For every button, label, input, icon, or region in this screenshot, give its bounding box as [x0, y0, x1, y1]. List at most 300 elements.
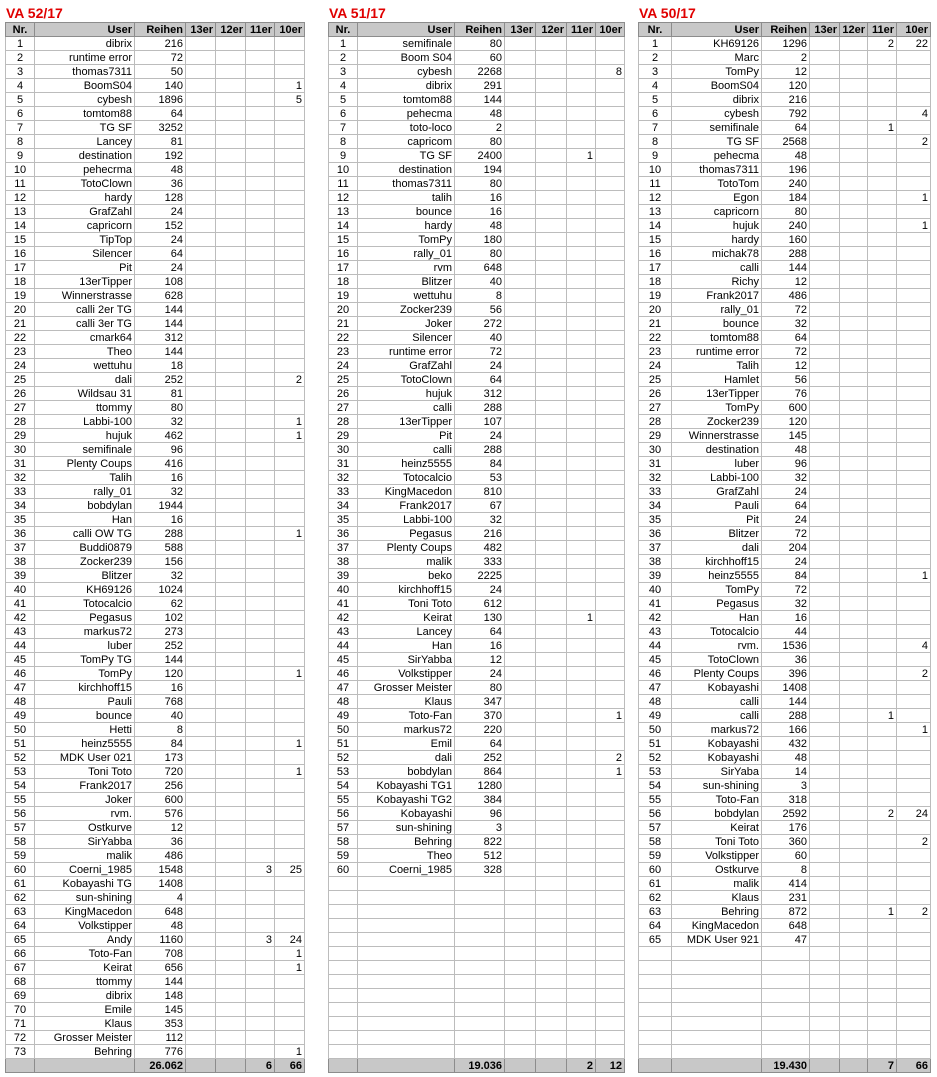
- hits-13er: [505, 457, 536, 471]
- column-header-reihen: Reihen: [135, 23, 186, 37]
- table-row: [6, 639, 305, 653]
- hits-11er: [567, 863, 596, 877]
- user-name: Totocalcio: [358, 471, 455, 485]
- rows-count: 144: [762, 261, 810, 275]
- hits-10er: [596, 331, 625, 345]
- hits-13er: [505, 415, 536, 429]
- rows-count: 432: [762, 737, 810, 751]
- row-number: 29: [639, 429, 672, 443]
- hits-11er: [868, 303, 897, 317]
- hits-11er: [868, 261, 897, 275]
- row-number: 53: [329, 765, 358, 779]
- hits-10er: [596, 205, 625, 219]
- rows-count: 32: [135, 415, 186, 429]
- row-number: 41: [639, 597, 672, 611]
- hits-13er: [810, 149, 840, 163]
- hits-13er: [186, 415, 216, 429]
- table-row: [6, 989, 305, 1003]
- row-number: 20: [6, 303, 35, 317]
- hits-13er: [505, 93, 536, 107]
- rows-count: 192: [135, 149, 186, 163]
- hits-12er: [536, 345, 567, 359]
- table-row: [6, 527, 305, 541]
- hits-12er: [536, 191, 567, 205]
- hits-11er: [567, 695, 596, 709]
- hits-12er: [840, 1031, 868, 1045]
- hits-11er: [567, 947, 596, 961]
- rows-count: 628: [135, 289, 186, 303]
- rows-count: 76: [762, 387, 810, 401]
- rows-count: 231: [762, 891, 810, 905]
- hits-10er: [897, 149, 931, 163]
- rows-count: 166: [762, 723, 810, 737]
- hits-11er: [246, 639, 275, 653]
- hits-10er: [596, 961, 625, 975]
- hits-13er: [810, 793, 840, 807]
- row-number: 3: [329, 65, 358, 79]
- rows-count: [455, 975, 505, 989]
- hits-10er: [897, 1031, 931, 1045]
- hits-12er: [216, 429, 246, 443]
- hits-10er: [897, 513, 931, 527]
- user-name: TotoClown: [35, 177, 135, 191]
- total-13er: [505, 1059, 536, 1073]
- user-name: thomas7311: [672, 163, 762, 177]
- user-name: Ostkurve: [35, 821, 135, 835]
- hits-11er: [868, 247, 897, 261]
- hits-13er: [186, 807, 216, 821]
- hits-12er: [216, 163, 246, 177]
- hits-12er: [536, 751, 567, 765]
- hits-11er: [567, 793, 596, 807]
- table-row: [6, 793, 305, 807]
- rows-count: 776: [135, 1045, 186, 1059]
- hits-11er: [246, 947, 275, 961]
- row-number: 49: [6, 709, 35, 723]
- rows-count: 64: [762, 331, 810, 345]
- user-name: GrafZahl: [358, 359, 455, 373]
- hits-11er: [868, 989, 897, 1003]
- total-nr: [639, 1059, 672, 1073]
- table-row: [639, 947, 931, 961]
- total-user: [672, 1059, 762, 1073]
- hits-11er: [868, 639, 897, 653]
- user-name: sun-shining: [672, 779, 762, 793]
- hits-13er: [505, 79, 536, 93]
- table-row: [329, 709, 625, 723]
- row-number: [329, 905, 358, 919]
- hits-10er: 5: [275, 93, 305, 107]
- hits-12er: [536, 597, 567, 611]
- hits-13er: [505, 471, 536, 485]
- table-row: [329, 793, 625, 807]
- table-row: [639, 793, 931, 807]
- user-name: Talih: [35, 471, 135, 485]
- rows-count: 486: [762, 289, 810, 303]
- rows-count: 176: [762, 821, 810, 835]
- row-number: 4: [329, 79, 358, 93]
- hits-11er: [868, 695, 897, 709]
- hits-12er: [536, 639, 567, 653]
- row-number: [329, 933, 358, 947]
- hits-12er: [536, 163, 567, 177]
- hits-10er: [275, 303, 305, 317]
- row-number: 33: [639, 485, 672, 499]
- row-number: [639, 1031, 672, 1045]
- rows-count: 482: [455, 541, 505, 555]
- row-number: 44: [329, 639, 358, 653]
- row-number: 54: [6, 779, 35, 793]
- table-row: [639, 289, 931, 303]
- hits-13er: [505, 233, 536, 247]
- hits-10er: [897, 289, 931, 303]
- row-number: 30: [6, 443, 35, 457]
- table-row: [329, 121, 625, 135]
- rows-count: 576: [135, 807, 186, 821]
- hits-13er: [505, 191, 536, 205]
- row-number: 26: [6, 387, 35, 401]
- rows-count: [455, 947, 505, 961]
- table-row: [6, 723, 305, 737]
- hits-13er: [810, 457, 840, 471]
- hits-12er: [536, 933, 567, 947]
- rows-count: 24: [135, 205, 186, 219]
- hits-10er: [275, 723, 305, 737]
- hits-11er: [868, 107, 897, 121]
- hits-12er: [216, 303, 246, 317]
- hits-13er: [505, 289, 536, 303]
- user-name: malik: [35, 849, 135, 863]
- table-row: [329, 639, 625, 653]
- row-number: 1: [329, 37, 358, 51]
- hits-11er: [246, 975, 275, 989]
- rows-count: 56: [762, 373, 810, 387]
- hits-10er: [596, 905, 625, 919]
- row-number: 59: [329, 849, 358, 863]
- user-name: SirYabba: [358, 653, 455, 667]
- hits-10er: [596, 107, 625, 121]
- row-number: 22: [6, 331, 35, 345]
- hits-11er: [567, 527, 596, 541]
- user-name: bobdylan: [35, 499, 135, 513]
- user-name: Han: [358, 639, 455, 653]
- hits-13er: [186, 387, 216, 401]
- column-header-nr: Nr.: [639, 23, 672, 37]
- hits-11er: [567, 345, 596, 359]
- table-row: [6, 303, 305, 317]
- hits-11er: [868, 219, 897, 233]
- hits-10er: [275, 359, 305, 373]
- hits-10er: [596, 947, 625, 961]
- table-row: [639, 233, 931, 247]
- hits-10er: [275, 541, 305, 555]
- hits-10er: [275, 751, 305, 765]
- hits-13er: [186, 989, 216, 1003]
- hits-10er: [897, 331, 931, 345]
- table-row: [329, 303, 625, 317]
- hits-11er: [567, 751, 596, 765]
- hits-10er: 24: [275, 933, 305, 947]
- hits-10er: [897, 681, 931, 695]
- user-name: Kobayashi: [672, 737, 762, 751]
- hits-10er: [275, 989, 305, 1003]
- hits-12er: [216, 821, 246, 835]
- user-name: bounce: [672, 317, 762, 331]
- hits-13er: [186, 51, 216, 65]
- user-name: Silencer: [358, 331, 455, 345]
- hits-13er: [810, 429, 840, 443]
- table-row: [639, 65, 931, 79]
- hits-11er: [567, 51, 596, 65]
- results-table: [328, 22, 625, 1073]
- rows-count: 600: [135, 793, 186, 807]
- table-row: [6, 499, 305, 513]
- table-row: [329, 191, 625, 205]
- row-number: 58: [6, 835, 35, 849]
- row-number: 62: [6, 891, 35, 905]
- hits-12er: [216, 205, 246, 219]
- hits-11er: [868, 331, 897, 345]
- table-row: [6, 611, 305, 625]
- hits-12er: [840, 835, 868, 849]
- hits-12er: [216, 555, 246, 569]
- hits-13er: [505, 807, 536, 821]
- rows-count: [762, 1031, 810, 1045]
- rows-count: 156: [135, 555, 186, 569]
- hits-13er: [810, 51, 840, 65]
- rows-count: 36: [135, 835, 186, 849]
- user-name: Lancey: [358, 625, 455, 639]
- rows-count: 72: [762, 583, 810, 597]
- hits-12er: [216, 359, 246, 373]
- rows-count: 288: [762, 247, 810, 261]
- hits-13er: [810, 359, 840, 373]
- hits-13er: [186, 177, 216, 191]
- row-number: 15: [639, 233, 672, 247]
- row-number: 49: [329, 709, 358, 723]
- user-name: markus72: [35, 625, 135, 639]
- hits-11er: [868, 429, 897, 443]
- row-number: 1: [6, 37, 35, 51]
- hits-12er: [536, 233, 567, 247]
- hits-12er: [216, 79, 246, 93]
- hits-12er: [536, 107, 567, 121]
- hits-11er: [567, 1031, 596, 1045]
- hits-10er: [275, 177, 305, 191]
- user-name: sun-shining: [35, 891, 135, 905]
- rows-count: 107: [455, 415, 505, 429]
- hits-10er: [596, 779, 625, 793]
- hits-12er: [536, 793, 567, 807]
- hits-12er: [536, 807, 567, 821]
- user-name: semifinale: [35, 443, 135, 457]
- hits-12er: [216, 569, 246, 583]
- user-name: Blitzer: [672, 527, 762, 541]
- table-row: [6, 541, 305, 555]
- rows-count: 80: [455, 177, 505, 191]
- hits-12er: [840, 555, 868, 569]
- table-row: [329, 373, 625, 387]
- row-number: 30: [639, 443, 672, 457]
- hits-10er: [897, 625, 931, 639]
- hits-11er: [868, 555, 897, 569]
- row-number: 37: [6, 541, 35, 555]
- hits-13er: [186, 933, 216, 947]
- user-name: cybesh: [358, 65, 455, 79]
- user-name: rally_01: [35, 485, 135, 499]
- rows-count: 32: [455, 513, 505, 527]
- rows-count: 1536: [762, 639, 810, 653]
- hits-11er: [246, 807, 275, 821]
- user-name: toto-loco: [358, 121, 455, 135]
- rows-count: 3: [455, 821, 505, 835]
- hits-13er: [505, 583, 536, 597]
- user-name: Frank2017: [35, 779, 135, 793]
- rows-count: 486: [135, 849, 186, 863]
- hits-10er: [897, 541, 931, 555]
- hits-11er: [567, 485, 596, 499]
- row-number: [329, 1031, 358, 1045]
- rows-count: 24: [455, 359, 505, 373]
- user-name: Pit: [358, 429, 455, 443]
- row-number: 62: [639, 891, 672, 905]
- row-number: 43: [639, 625, 672, 639]
- row-number: 64: [639, 919, 672, 933]
- hits-12er: [536, 513, 567, 527]
- table-row: [329, 233, 625, 247]
- hits-11er: [567, 37, 596, 51]
- row-number: [329, 975, 358, 989]
- rows-count: 1548: [135, 863, 186, 877]
- row-number: [329, 891, 358, 905]
- hits-12er: [216, 233, 246, 247]
- hits-12er: [536, 37, 567, 51]
- hits-11er: [868, 135, 897, 149]
- hits-13er: [186, 653, 216, 667]
- total-10er: 66: [897, 1059, 931, 1073]
- user-name: dibrix: [672, 93, 762, 107]
- hits-10er: [897, 821, 931, 835]
- user-name: rvm.: [672, 639, 762, 653]
- hits-13er: [810, 233, 840, 247]
- hits-13er: [505, 1017, 536, 1031]
- hits-11er: [246, 331, 275, 345]
- row-number: 56: [329, 807, 358, 821]
- hits-12er: [536, 1031, 567, 1045]
- table-row: [329, 149, 625, 163]
- hits-11er: [567, 289, 596, 303]
- table-row: [639, 975, 931, 989]
- hits-11er: 1: [567, 611, 596, 625]
- row-number: 20: [329, 303, 358, 317]
- hits-10er: 1: [897, 219, 931, 233]
- hits-10er: [596, 541, 625, 555]
- hits-13er: [810, 1017, 840, 1031]
- hits-12er: [840, 793, 868, 807]
- hits-12er: [840, 471, 868, 485]
- hits-11er: [567, 457, 596, 471]
- hits-13er: [810, 611, 840, 625]
- hits-12er: [216, 989, 246, 1003]
- hits-13er: [505, 877, 536, 891]
- rows-count: 8: [135, 723, 186, 737]
- hits-12er: [840, 821, 868, 835]
- row-number: 65: [6, 933, 35, 947]
- hits-11er: [567, 79, 596, 93]
- table-row: [639, 919, 931, 933]
- user-name: runtime error: [672, 345, 762, 359]
- user-name: Winnerstrasse: [672, 429, 762, 443]
- hits-11er: [567, 205, 596, 219]
- rows-count: 24: [455, 667, 505, 681]
- rows-count: 612: [455, 597, 505, 611]
- hits-10er: [596, 303, 625, 317]
- hits-12er: [840, 639, 868, 653]
- hits-10er: [596, 807, 625, 821]
- hits-11er: [246, 779, 275, 793]
- hits-10er: [897, 919, 931, 933]
- hits-13er: [810, 1045, 840, 1059]
- rows-count: 1024: [135, 583, 186, 597]
- table-row: [6, 961, 305, 975]
- hits-13er: [810, 401, 840, 415]
- rows-count: 64: [135, 247, 186, 261]
- table-row: [639, 639, 931, 653]
- row-number: 18: [329, 275, 358, 289]
- hits-12er: [840, 261, 868, 275]
- row-number: 12: [639, 191, 672, 205]
- hits-11er: [868, 387, 897, 401]
- hits-11er: [246, 429, 275, 443]
- table-row: [329, 219, 625, 233]
- row-number: 47: [6, 681, 35, 695]
- hits-13er: [505, 765, 536, 779]
- hits-13er: [186, 975, 216, 989]
- hits-10er: [596, 737, 625, 751]
- row-number: 51: [6, 737, 35, 751]
- total-10er: 66: [275, 1059, 305, 1073]
- row-number: 55: [6, 793, 35, 807]
- row-number: 2: [6, 51, 35, 65]
- user-name: Plenty Coups: [35, 457, 135, 471]
- table-row: [639, 485, 931, 499]
- user-name: Kobayashi TG1: [358, 779, 455, 793]
- rows-count: 648: [135, 905, 186, 919]
- hits-13er: [810, 751, 840, 765]
- hits-10er: 1: [275, 429, 305, 443]
- hits-12er: [840, 443, 868, 457]
- hits-10er: [596, 1003, 625, 1017]
- user-name: bounce: [358, 205, 455, 219]
- table-row: [6, 1031, 305, 1045]
- row-number: 60: [6, 863, 35, 877]
- hits-10er: [275, 653, 305, 667]
- hits-10er: 1: [275, 527, 305, 541]
- user-name: malik: [358, 555, 455, 569]
- hits-10er: [897, 471, 931, 485]
- user-name: luber: [672, 457, 762, 471]
- rows-count: 24: [762, 485, 810, 499]
- hits-12er: [216, 877, 246, 891]
- hits-10er: [275, 205, 305, 219]
- table-row: [329, 961, 625, 975]
- hits-13er: [505, 989, 536, 1003]
- hits-11er: [246, 219, 275, 233]
- hits-12er: [536, 989, 567, 1003]
- table-row: [6, 51, 305, 65]
- hits-12er: [840, 1045, 868, 1059]
- hits-11er: [246, 653, 275, 667]
